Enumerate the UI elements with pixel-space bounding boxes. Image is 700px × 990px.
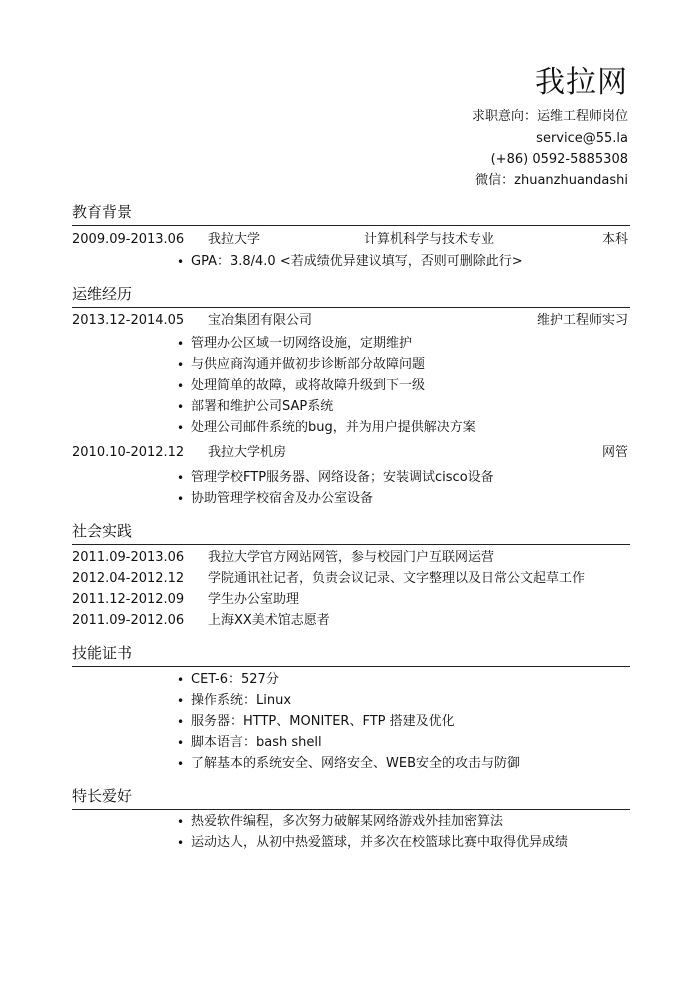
bullet-icon: • bbox=[177, 715, 185, 729]
candidate-name: 我拉网 bbox=[535, 65, 628, 100]
practice-row bbox=[72, 569, 630, 589]
education-date: 2009.09-2013.06 bbox=[72, 232, 185, 247]
bullet-text: 热爱软件编程，多次努力破解某网络游戏外挂加密算法 bbox=[191, 814, 504, 829]
bullet-icon: • bbox=[177, 757, 185, 771]
job-role: 维护工程师实习 bbox=[536, 313, 628, 328]
bullet-text: 处理简单的故障，或将故障升级到下一级 bbox=[191, 378, 426, 393]
practice-date: 2011.09-2013.06 bbox=[72, 550, 185, 565]
section-divider bbox=[72, 544, 630, 545]
list-item bbox=[177, 754, 520, 774]
job-date: 2013.12-2014.05 bbox=[72, 313, 185, 328]
section-title-education: 教育背景 bbox=[72, 203, 133, 221]
bullet-icon: • bbox=[177, 836, 185, 850]
bullet-icon: • bbox=[177, 736, 185, 750]
section-divider bbox=[72, 666, 630, 667]
list-item bbox=[177, 334, 413, 354]
bullet-text: 协助管理学校宿舍及办公室设备 bbox=[191, 491, 374, 506]
list-item bbox=[177, 355, 426, 375]
section-title-experience: 运维经历 bbox=[72, 285, 133, 303]
bullet-text: 服务器：HTTP、MONITER、FTP 搭建及优化 bbox=[191, 714, 455, 729]
list-item bbox=[177, 418, 476, 438]
wechat-text: 微信：zhuanzhuandashi bbox=[475, 173, 628, 188]
list-item bbox=[177, 670, 279, 690]
practice-text: 我拉大学官方网站网管，参与校园门户互联网运营 bbox=[208, 550, 495, 565]
bullet-icon: • bbox=[177, 694, 185, 708]
education-major: 计算机科学与技术专业 bbox=[364, 232, 495, 247]
education-school: 我拉大学 bbox=[208, 232, 261, 247]
list-item bbox=[177, 376, 426, 396]
bullet-icon: • bbox=[177, 337, 185, 351]
education-row bbox=[72, 230, 630, 250]
list-item bbox=[177, 397, 334, 417]
education-degree: 本科 bbox=[601, 232, 628, 247]
bullet-text: 操作系统：Linux bbox=[191, 693, 292, 708]
bullet-text: 运动达人，从初中热爱篮球，并多次在校篮球比赛中取得优异成绩 bbox=[191, 835, 569, 850]
bullet-text: 与供应商沟通并做初步诊断部分故障问题 bbox=[191, 357, 426, 372]
list-item bbox=[177, 833, 569, 853]
phone-text: (+86) 0592-5885308 bbox=[490, 152, 628, 167]
list-item bbox=[177, 733, 322, 753]
practice-row bbox=[72, 548, 630, 568]
list-item bbox=[177, 252, 523, 272]
list-item bbox=[177, 691, 292, 711]
job-company: 我拉大学机房 bbox=[208, 445, 287, 460]
bullet-icon: • bbox=[177, 673, 185, 687]
section-divider bbox=[72, 307, 630, 308]
bullet-text: 管理学校FTP服务器、网络设备；安装调试cisco设备 bbox=[191, 470, 494, 485]
job-date: 2010.10-2012.12 bbox=[72, 445, 185, 460]
bullet-text: 脚本语言：bash shell bbox=[191, 735, 322, 750]
section-title-skills: 技能证书 bbox=[72, 644, 133, 662]
practice-date: 2011.09-2012.06 bbox=[72, 613, 185, 628]
bullet-icon: • bbox=[177, 421, 185, 435]
bullet-text: 处理公司邮件系统的bug，并为用户提供解决方案 bbox=[191, 420, 476, 435]
bullet-text: GPA：3.8/4.0 <若成绩优异建议填写，否则可删除此行> bbox=[191, 254, 523, 269]
bullet-text: 了解基本的系统安全、网络安全、WEB安全的攻击与防御 bbox=[191, 756, 520, 771]
practice-text: 学院通讯社记者，负责会议记录、文字整理以及日常公文起草工作 bbox=[208, 571, 586, 586]
job-row bbox=[72, 443, 630, 463]
job-row bbox=[72, 311, 630, 331]
list-item bbox=[177, 489, 374, 509]
practice-date: 2012.04-2012.12 bbox=[72, 571, 185, 586]
bullet-icon: • bbox=[177, 379, 185, 393]
job-company: 宝冶集团有限公司 bbox=[208, 313, 313, 328]
job-objective: 求职意向：运维工程师岗位 bbox=[471, 109, 628, 124]
job-role: 网管 bbox=[601, 445, 628, 460]
bullet-icon: • bbox=[177, 358, 185, 372]
section-divider bbox=[72, 225, 630, 226]
bullet-text: 管理办公区域一切网络设施，定期维护 bbox=[191, 336, 413, 351]
bullet-icon: • bbox=[177, 492, 185, 506]
practice-row bbox=[72, 590, 630, 610]
bullet-icon: • bbox=[177, 255, 185, 269]
practice-text: 上海XX美术馆志愿者 bbox=[208, 613, 330, 628]
practice-text: 学生办公室助理 bbox=[208, 592, 300, 607]
practice-row bbox=[72, 611, 630, 631]
bullet-icon: • bbox=[177, 471, 185, 485]
practice-date: 2011.12-2012.09 bbox=[72, 592, 185, 607]
bullet-text: CET-6：527分 bbox=[191, 672, 279, 687]
bullet-icon: • bbox=[177, 400, 185, 414]
section-divider bbox=[72, 809, 630, 810]
section-title-hobbies: 特长爱好 bbox=[72, 787, 133, 805]
bullet-text: 部署和维护公司SAP系统 bbox=[191, 399, 334, 414]
bullet-icon: • bbox=[177, 815, 185, 829]
list-item bbox=[177, 812, 504, 832]
list-item bbox=[177, 468, 494, 488]
list-item bbox=[177, 712, 455, 732]
email-text: service@55.la bbox=[536, 131, 628, 146]
section-title-practice: 社会实践 bbox=[72, 522, 133, 540]
